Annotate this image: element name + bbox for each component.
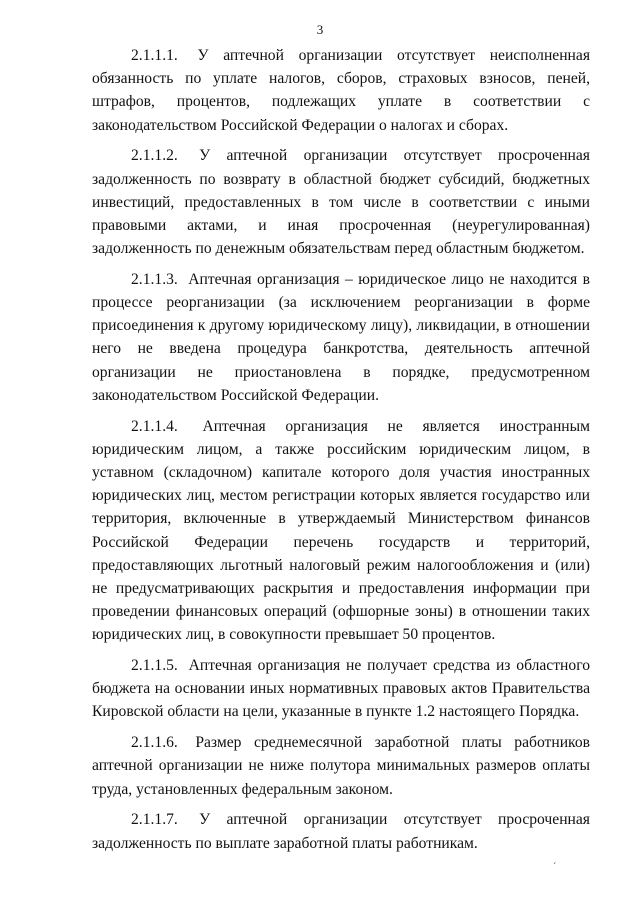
paragraph-text: У аптечной организации отсутствует неисполненная обязанность по уплате налогов, сборов, страховых взносов, пеней, штрафов, процентов, подлежащих уплате в соответствии с законодательством Российской Федерации о налогах и сборах.	[92, 47, 590, 134]
paragraph-number: 2.1.1.7.	[131, 811, 178, 829]
paragraph-number: 2.1.1.5.	[131, 657, 178, 675]
paragraph-2-1-1-4	[92, 415, 590, 647]
paragraph-2-1-1-7	[92, 808, 590, 854]
paragraph-number: 2.1.1.2.	[131, 147, 178, 165]
paragraph-2-1-1-3	[92, 268, 590, 407]
paragraph-text: У аптечной организации отсутствует просроченная задолженность по возврату в областной бюджет субсидий, бюджетных инвестиций, предоставленных в том числе в соответствии с иными правовыми актами, и иная просроченная (неурегулированная) задолженность по денежным обязательствам перед областным бюджетом.	[92, 147, 590, 258]
paragraph-text: Аптечная организация не является иностранным юридическим лицом, а также российским юридическим лицом, в уставном (складочном) капитале которого доля участия иностранных юридических лиц, местом регистрации которых является государство или территория, включенные в утверждаемый Министерством финансов Российской Федерации перечень государств и территорий, предоставляющих льготный налоговый режим налогообложения и (или) не предусматривающих раскрытия и предоставления информации при проведении финансовых операций (офшорные зоны) в отношении таких юридических лиц, в совокупности превышает 50 процентов.	[92, 417, 591, 644]
paragraph-text: У аптечной организации отсутствует просроченная задолженность по выплате заработной платы работникам.	[92, 811, 590, 852]
paragraph-2-1-1-2	[92, 144, 590, 260]
paragraph-number: 2.1.1.4.	[131, 417, 178, 435]
document-body	[92, 44, 590, 862]
paragraph-2-1-1-1	[92, 44, 590, 137]
scan-artifact-mark: ´	[553, 862, 557, 873]
paragraph-2-1-1-5	[92, 654, 590, 724]
page-number: 3	[316, 22, 324, 37]
paragraph-number: 2.1.1.1.	[131, 47, 178, 64]
paragraph-2-1-1-6	[92, 731, 590, 801]
paragraph-text: Размер среднемесячной заработной платы работников аптечной организации не ниже полутора минимальных размеров оплаты труда, установленных федеральным законом.	[92, 734, 591, 798]
paragraph-number: 2.1.1.3.	[131, 270, 178, 288]
paragraph-text: Аптечная организация не получает средства из областного бюджета на основании иных нормативных правовых актов Правительства Кировской области на цели, указанные в пункте 1.2 настоящего Порядка.	[92, 657, 590, 721]
paragraph-number: 2.1.1.6.	[131, 734, 178, 752]
paragraph-text: Аптечная организация – юридическое лицо не находится в процессе реорганизации (за исключением реорганизации в форме присоединения к другому юридическому лицу), ликвидации, в отношении него не введена процедура банкротства, деятельность аптечной организации не приостановлена в порядке, предусмотренном законодательством Российской Федерации.	[92, 270, 590, 404]
